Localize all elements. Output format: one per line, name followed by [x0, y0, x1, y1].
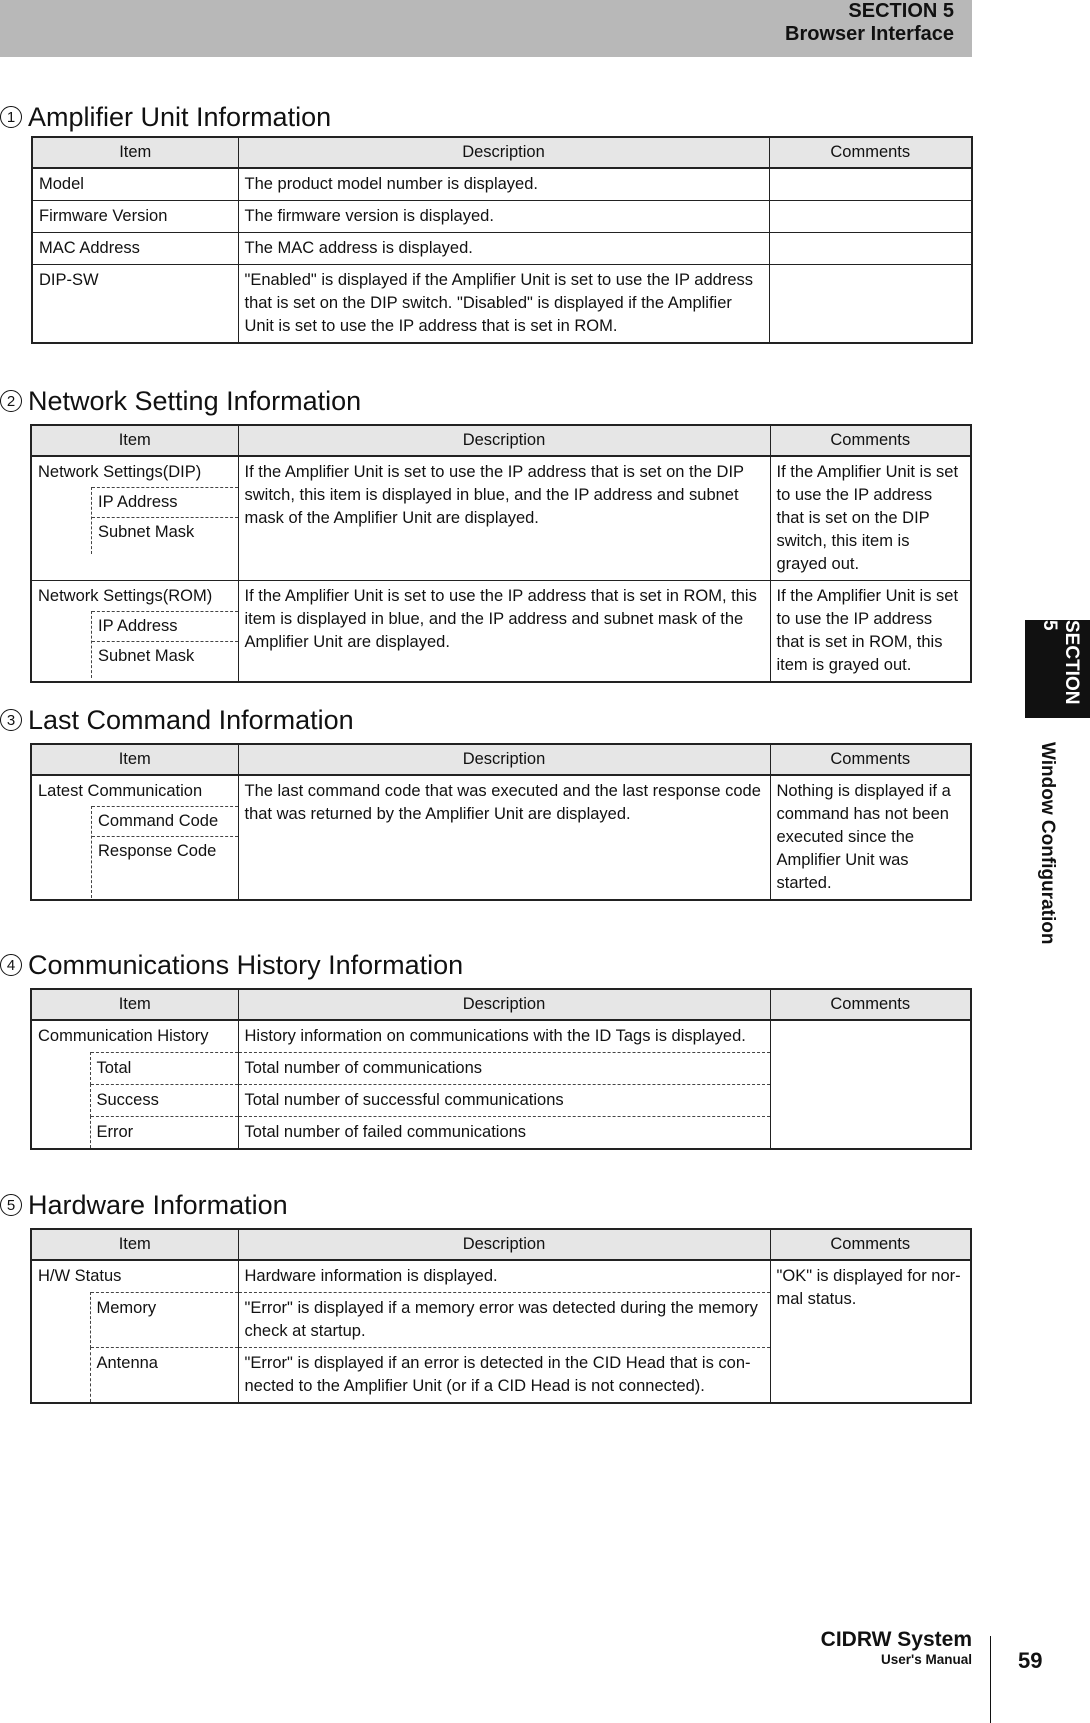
cell-comments	[769, 233, 972, 265]
cell-description: The firmware version is displayed.	[238, 201, 769, 233]
col-description: Description	[238, 425, 770, 456]
cell-comments	[769, 201, 972, 233]
footer-divider	[990, 1636, 991, 1723]
cell-comments: Nothing is displayed if a command has not been executed since the Amplifier Unit was started.	[770, 775, 971, 900]
section-title	[6, 100, 971, 134]
amplifier-info-table	[31, 136, 973, 344]
cell-description: Hardware information is displayed.	[238, 1260, 770, 1293]
col-comments: Comments	[770, 1229, 971, 1260]
section-title	[6, 1188, 971, 1222]
cell-item: Communication History	[31, 1020, 238, 1053]
col-comments: Comments	[770, 989, 971, 1020]
cell-description: The product model number is displayed.	[238, 168, 769, 201]
section-hardware-info	[6, 1188, 971, 1404]
section-number-icon: 3	[0, 709, 22, 731]
cell-description: If the Amplifier Unit is set to use the IP address that is set in ROM, this item is displayed in blue, and the IP address and subnet mask of the Amplifier Unit are displayed.	[238, 581, 770, 683]
section-title	[6, 384, 971, 418]
section-number-icon: 2	[0, 390, 22, 412]
item-label: Latest Communication	[38, 782, 203, 800]
cell-description: If the Amplifier Unit is set to use the IP address that is set on the DIP switch, this item is displayed in blue, and the IP address and subnet mask of the Amplifier Unit are displayed.	[238, 456, 770, 581]
table-header-row	[31, 744, 971, 775]
header-bar	[0, 0, 972, 57]
cell-item: Error	[90, 1117, 238, 1150]
section-last-command-info	[6, 703, 971, 901]
network-setting-table	[30, 424, 972, 683]
col-item: Item	[31, 744, 238, 775]
cell-description: "Error" is displayed if an error is detected in the CID Head that is con-nected to the Amplifier Unit (or if a CID Head is not connected).	[238, 1348, 770, 1404]
section-communications-history-info	[6, 948, 971, 1150]
section-title-text: Last Command Information	[28, 704, 354, 735]
col-comments: Comments	[770, 425, 971, 456]
cell-item	[31, 581, 238, 683]
cell-item: Memory	[90, 1293, 238, 1348]
indent-cell	[31, 1293, 90, 1404]
col-comments: Comments	[770, 744, 971, 775]
table-header-row	[31, 425, 971, 456]
cell-item: DIP-SW	[32, 265, 238, 344]
subitem: Response Code	[92, 836, 238, 866]
cell-description: Total number of successful communications	[238, 1085, 770, 1117]
cell-comments	[770, 1020, 971, 1149]
side-section-tab-text: SECTION 5	[1039, 620, 1082, 705]
table-row	[32, 265, 972, 344]
footer-system: CIDRW System	[820, 1628, 972, 1651]
table-row	[31, 456, 971, 581]
cell-description: The MAC address is displayed.	[238, 233, 769, 265]
cell-item: Firmware Version	[32, 201, 238, 233]
last-command-table	[30, 743, 972, 901]
cell-item: Antenna	[90, 1348, 238, 1404]
table-header-row	[32, 137, 972, 168]
cell-comments	[769, 265, 972, 344]
table-row	[32, 168, 972, 201]
section-number-icon: 1	[0, 106, 22, 128]
section-number-icon: 4	[0, 954, 22, 976]
section-network-setting-info	[6, 384, 971, 683]
footer	[760, 1628, 972, 1668]
header-title: Browser Interface	[785, 23, 954, 45]
col-description: Description	[238, 989, 770, 1020]
cell-description: Total number of failed communications	[238, 1117, 770, 1150]
cell-description: "Enabled" is displayed if the Amplifier Unit is set to use the IP address that is set on the DIP switch. "Disabled" is displayed if the Amplifier Unit is set to use the IP address that is set in ROM.	[238, 265, 769, 344]
table-header-row	[31, 989, 971, 1020]
footer-manual: User's Manual	[881, 1652, 972, 1667]
section-title-text: Amplifier Unit Information	[28, 101, 332, 132]
header-text	[785, 0, 954, 46]
communications-history-table	[30, 988, 972, 1150]
table-header-row	[31, 1229, 971, 1260]
table-row	[31, 1020, 971, 1053]
cell-description: Total number of communications	[238, 1053, 770, 1085]
subitem: IP Address	[92, 487, 238, 517]
cell-comments: "OK" is displayed for nor-mal status.	[770, 1260, 971, 1403]
cell-description: The last command code that was executed and the last response code that was returned by the Amplifier Unit are displayed.	[238, 775, 770, 900]
subitem: Subnet Mask	[92, 517, 238, 554]
cell-comments	[769, 168, 972, 201]
col-item: Item	[31, 425, 238, 456]
section-amplifier-unit-info	[6, 100, 971, 344]
indent-cell	[31, 1053, 90, 1150]
col-item: Item	[32, 137, 238, 168]
cell-item: H/W Status	[31, 1260, 238, 1293]
side-chapter-label: Window Configuration	[1037, 741, 1058, 945]
hardware-info-table	[30, 1228, 972, 1404]
cell-item: MAC Address	[32, 233, 238, 265]
table-row	[31, 1260, 971, 1293]
table-row	[32, 201, 972, 233]
subitem-group	[91, 806, 238, 898]
section-title-text: Network Setting Information	[28, 385, 362, 416]
subitem: IP Address	[92, 611, 238, 641]
col-description: Description	[238, 744, 770, 775]
item-label: Network Settings(DIP)	[38, 463, 202, 481]
cell-comments: If the Amplifier Unit is set to use the IP address that is set in ROM, this item is grayed out.	[770, 581, 971, 683]
section-title-text: Communications History Information	[28, 949, 464, 980]
cell-item: Success	[90, 1085, 238, 1117]
table-row	[32, 233, 972, 265]
header-section: SECTION 5	[848, 0, 954, 22]
col-description: Description	[238, 137, 769, 168]
table-row	[31, 775, 971, 900]
cell-item	[31, 775, 238, 900]
section-title	[6, 948, 971, 982]
subitem-group	[91, 611, 238, 678]
item-label: Network Settings(ROM)	[38, 587, 213, 605]
col-item: Item	[31, 1229, 238, 1260]
section-title-text: Hardware Information	[28, 1189, 288, 1220]
cell-item	[31, 456, 238, 581]
subitem: Command Code	[92, 806, 238, 836]
page-number: 59	[1018, 1648, 1043, 1673]
col-item: Item	[31, 989, 238, 1020]
subitem: Subnet Mask	[92, 641, 238, 678]
cell-description: "Error" is displayed if a memory error was detected during the memory check at startup.	[238, 1293, 770, 1348]
section-number-icon: 5	[0, 1194, 22, 1216]
cell-comments: If the Amplifier Unit is set to use the IP address that is set on the DIP switch, this item is grayed out.	[770, 456, 971, 581]
cell-item: Model	[32, 168, 238, 201]
cell-description: History information on communications with the ID Tags is displayed.	[238, 1020, 770, 1053]
subitem-group	[91, 487, 238, 554]
col-comments: Comments	[769, 137, 972, 168]
cell-item: Total	[90, 1053, 238, 1085]
section-title	[6, 703, 971, 737]
col-description: Description	[238, 1229, 770, 1260]
table-row	[31, 581, 971, 683]
